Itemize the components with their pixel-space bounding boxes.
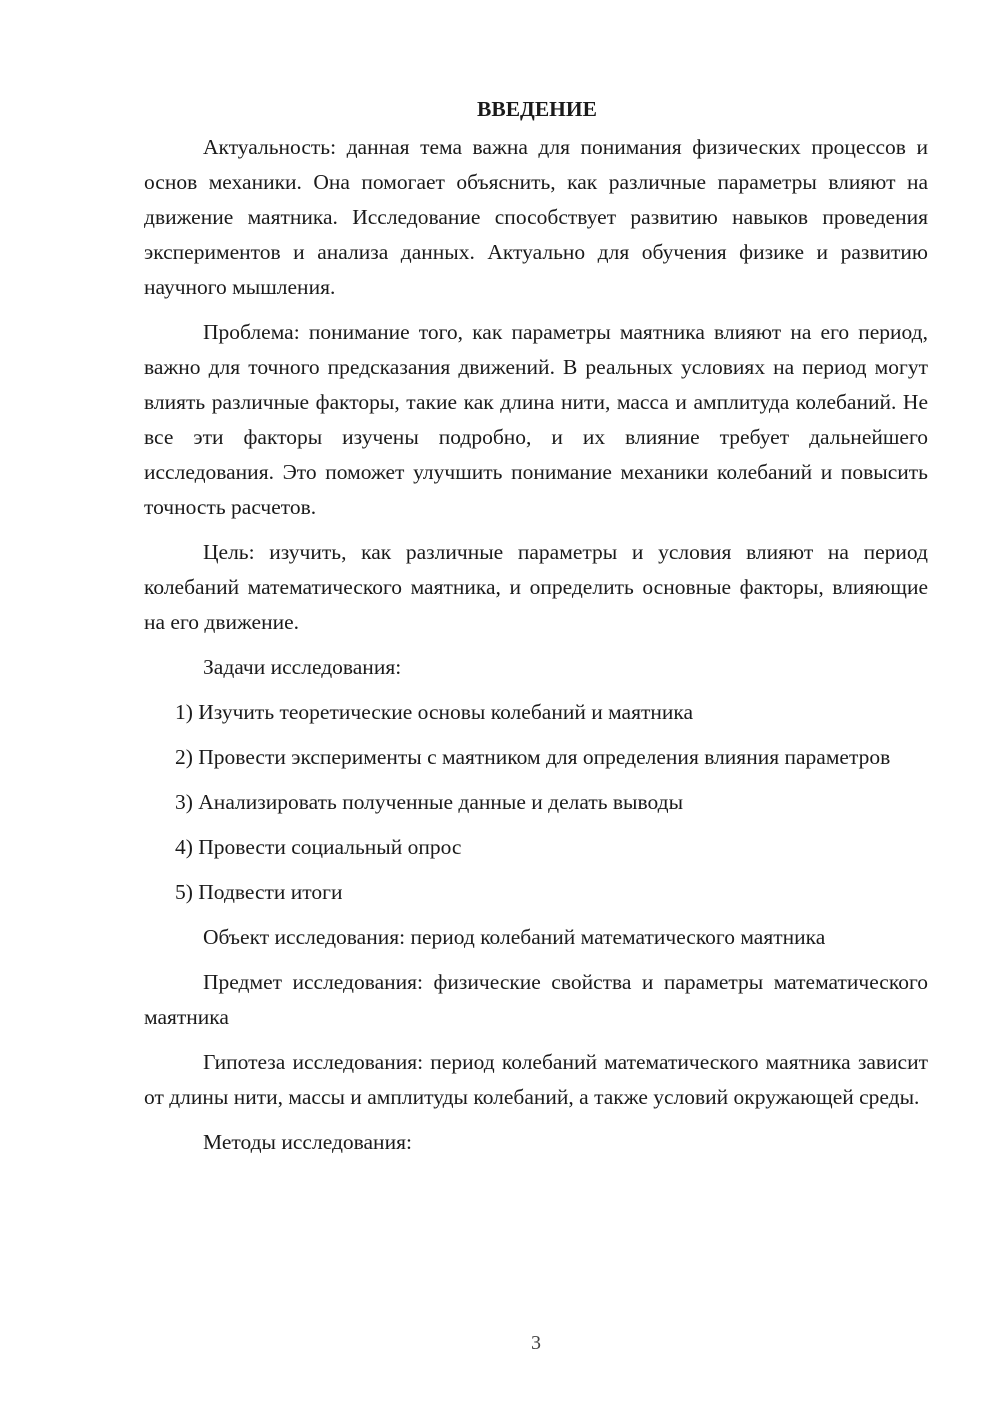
subject-paragraph: Предмет исследования: физические свойства и параметры математического маятника [144,970,928,1029]
document-title: ВВЕДЕНИЕ [477,97,597,121]
task-item-1: 1) Изучить теоретические основы колебаний и маятника [175,700,694,724]
task-item-2: 2) Провести эксперименты с маятником для определения влияния параметров [175,745,891,769]
problem-paragraph: Проблема: понимание того, как параметры маятника влияют на его период, важно для точного предсказания движений. В реальных условиях на период могут влиять различные факторы, такие как длина нити, масса и амплитуда колебаний. Не все эти факторы изучены подробно, и их влияние требует дальнейшего исследования. Это поможет улучшить понимание механики колебаний и повысить точность расчетов. [144,320,928,519]
document-page [144,92,928,1170]
object-paragraph: Объект исследования: период колебаний математического маятника [203,925,826,949]
task-item-5: 5) Подвести итоги [175,880,343,904]
task-item-4: 4) Провести социальный опрос [175,835,462,859]
methods-heading: Методы исследования: [203,1130,412,1154]
task-item-3: 3) Анализировать полученные данные и делать выводы [175,790,684,814]
tasks-heading: Задачи исследования: [203,655,402,679]
relevance-paragraph: Актуальность: данная тема важна для понимания физических процессов и основ механики. Она помогает объяснить, как различные параметры влияют на движение маятника. Исследование способствует развитию навыков проведения экспериментов и анализа данных. Актуально для обучения физике и развитию научного мышления. [144,135,928,299]
page-number: 3 [531,1332,541,1354]
goal-paragraph: Цель: изучить, как различные параметры и условия влияют на период колебаний математического маятника, и определить основные факторы, влияющие на его движение. [144,540,928,634]
hypothesis-paragraph: Гипотеза исследования: период колебаний математического маятника зависит от длины нити, массы и амплитуды колебаний, а также условий окружающей среды. [144,1050,928,1109]
